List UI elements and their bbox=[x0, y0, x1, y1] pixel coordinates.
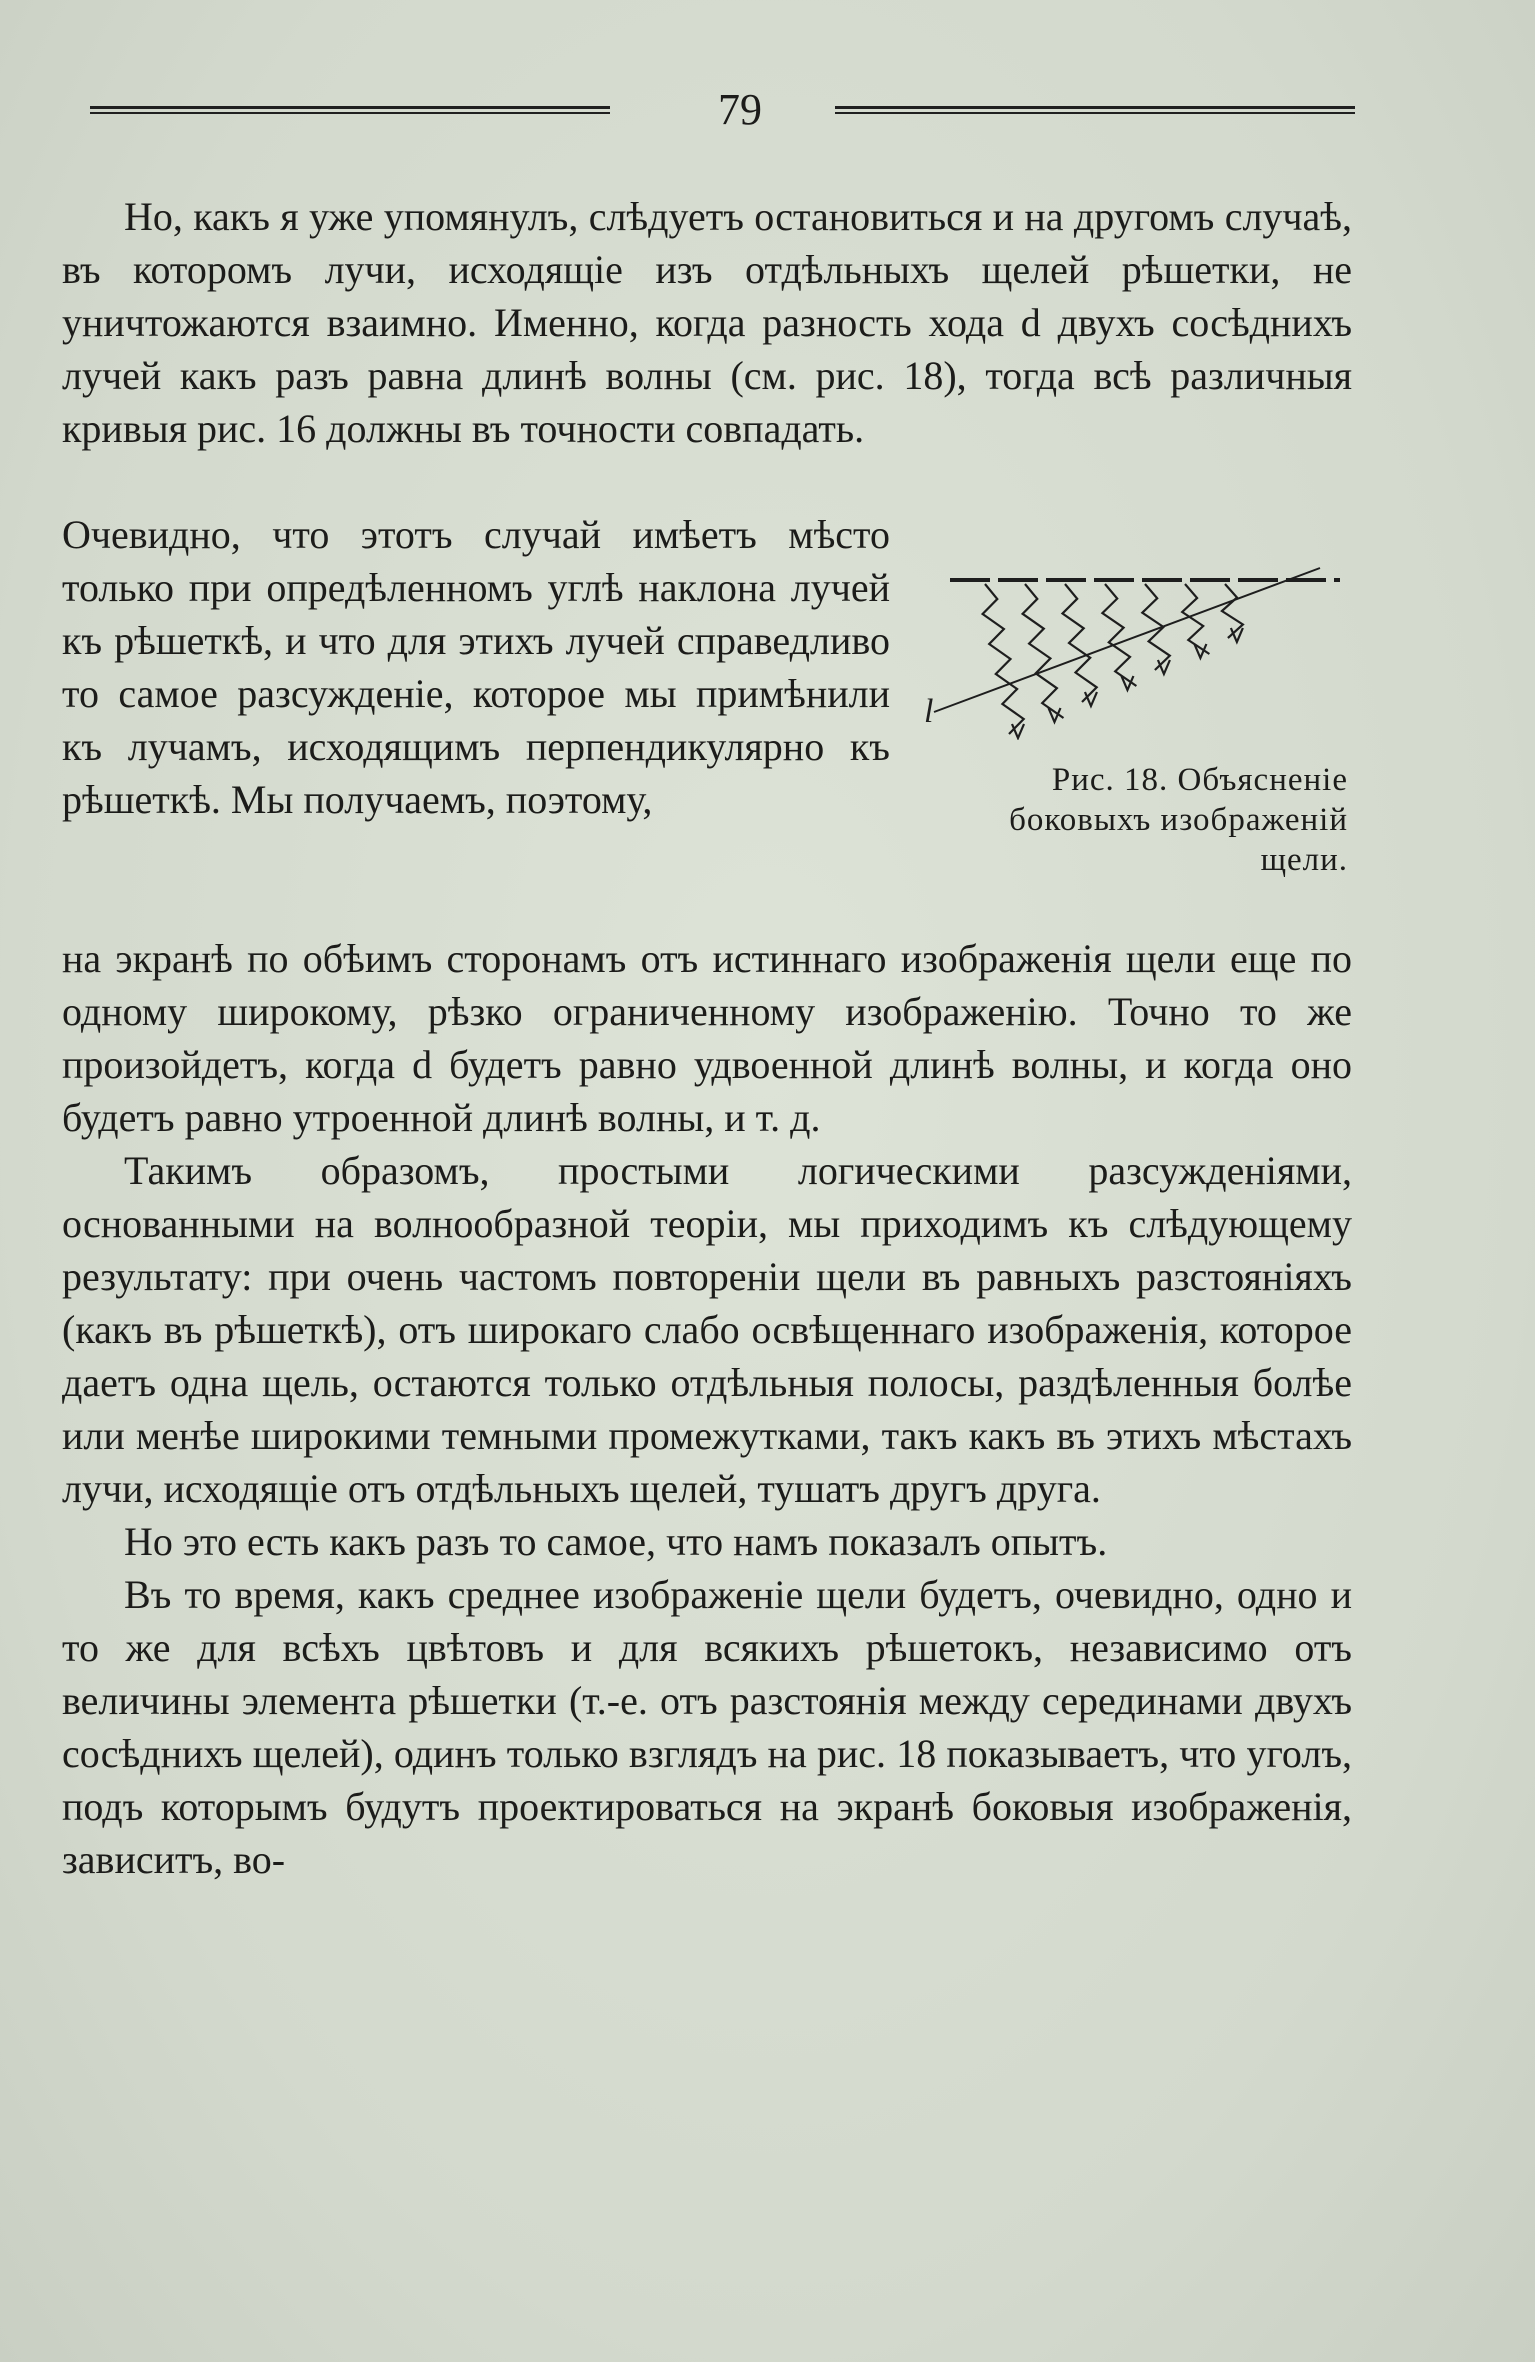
grating-diagram bbox=[920, 550, 1360, 740]
paragraph-4: Въ то время, какъ среднее изображеніе щели будетъ, очевидно, одно и то же для всѣхъ цвѣтовъ и для всякихъ рѣшетокъ, независимо отъ величины элемента рѣшетки (т.-е. отъ разстоянія между серединами двухъ сосѣднихъ щелей), одинъ только взглядъ на рис. 18 показываетъ, что уголъ, подъ которымъ будутъ проектироваться на экранѣ боковыя изображенія, зависитъ, во- bbox=[62, 1572, 1352, 1882]
paragraph-1-top: Но, какъ я уже упомянулъ, слѣдуетъ остановиться и на другомъ случаѣ, въ которомъ лучи, исходящіе изъ отдѣльныхъ щелей рѣшетки, не уничтожаются взаимно. Именно, когда разность хода d двухъ сосѣднихъ лучей какъ разъ равна длинѣ волны (см. рис. 18), тогда всѣ различныя кривыя рис. 16 должны въ точности совпадать. bbox=[62, 194, 1352, 451]
page-number: 79 bbox=[718, 85, 762, 134]
wave-ray bbox=[1182, 584, 1209, 654]
paragraph-2: Такимъ образомъ, простыми логическими разсужденіями, основанными на волнообразной теоріи, мы приходимъ къ слѣдующему результату: при очень частомъ повтореніи щели въ равныхъ разстояніяхъ (какъ въ рѣшеткѣ), отъ широкаго слабо освѣщеннаго изображенія, которое даетъ одна щель, остаются только отдѣльныя полосы, раздѣленныя болѣе или менѣе широкими темными промежутками, такъ какъ въ этихъ мѣстахъ лучи, исходящіе отъ отдѣльныхъ щелей, тушатъ другъ друга. bbox=[62, 1148, 1352, 1511]
wave-ray bbox=[1142, 584, 1170, 670]
diffracted-rays bbox=[983, 584, 1243, 738]
figure-caption: Рис. 18. Объясненіе боковыхъ изображеній щели. bbox=[1009, 762, 1348, 878]
page-header bbox=[90, 85, 1355, 134]
text-block-wrap bbox=[62, 508, 890, 826]
wavefront-label: l bbox=[924, 693, 934, 730]
wave-ray bbox=[1063, 584, 1097, 702]
text-block-bottom bbox=[62, 932, 1352, 1886]
wave-ray bbox=[1102, 584, 1136, 686]
header-rule-left bbox=[90, 106, 610, 118]
wave-ray bbox=[1023, 584, 1064, 718]
header-rule-right bbox=[835, 106, 1355, 118]
text-block-top bbox=[62, 190, 1352, 455]
paragraph-1-bottom: на экранѣ по обѣимъ сторонамъ отъ истиннаго изображенія щели еще по одному широкому, рѣзко ограниченному изображенію. Точно то же произойдетъ, когда d будетъ равно удвоенной длинѣ волны, и когда оно будетъ равно утроенной длинѣ волны, и т. д. bbox=[62, 936, 1352, 1140]
figure-18 bbox=[920, 550, 1360, 880]
wave-ray bbox=[983, 584, 1024, 734]
paragraph-3: Но это есть какъ разъ то самое, что намъ показалъ опытъ. bbox=[124, 1519, 1108, 1564]
paragraph-1-wrap: Очевидно, что этотъ случай имѣетъ мѣсто только при опредѣленномъ углѣ наклона лучей къ рѣшеткѣ, и что для этихъ лучей справедливо то самое разсужденіе, которое мы примѣнили къ лучамъ, исходящимъ перпендикулярно къ рѣшеткѣ. Мы получаемъ, поэтому, bbox=[62, 512, 890, 822]
